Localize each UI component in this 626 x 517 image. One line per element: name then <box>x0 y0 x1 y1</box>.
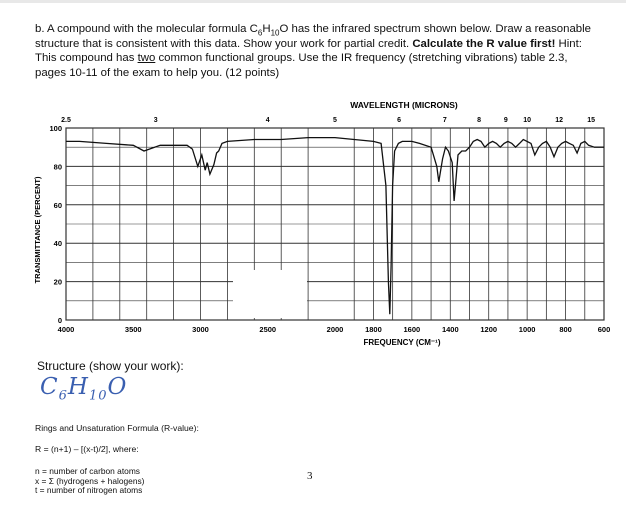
question-text-3: O has the infrared spectrum shown below. Draw a reasonable structure that is consistent with this data. Show your work for partial credit. <box>35 23 591 50</box>
y-tick-label: 100 <box>49 124 62 133</box>
x-tick-label: 1400 <box>441 325 459 334</box>
top-tick-label: 7 <box>442 117 447 124</box>
top-tick-label: 4 <box>265 117 270 124</box>
x-tick-label: 4000 <box>57 325 75 334</box>
chart-ticks <box>49 117 610 334</box>
t-definition: t = number of nitrogen atoms <box>35 485 143 495</box>
hydrogen-count: 10 <box>270 28 280 38</box>
y-tick-label: 40 <box>53 239 62 249</box>
y-tick-label: 80 <box>53 162 62 172</box>
x-tick-label: 1800 <box>365 325 382 334</box>
rings-title: Rings and Unsaturation Formula (R-value): <box>35 423 199 433</box>
blank-patch <box>233 270 307 318</box>
top-tick-label: 9 <box>503 117 508 124</box>
handwritten-formula <box>40 374 127 404</box>
rings-formula-block <box>35 423 199 465</box>
top-tick-label: 15 <box>587 117 596 124</box>
question-text-5: common functional groups. Use the IR frequency (stretching vibrations) table 2.3, pages 10-11 of the exam to help you. (12 points) <box>35 52 568 79</box>
variable-definitions <box>35 467 144 496</box>
question-text-2: H <box>262 23 271 35</box>
top-tick-label: 3 <box>153 117 158 124</box>
chart-title: WAVELENGTH (MICRONS) <box>350 100 458 110</box>
x-tick-label: 1200 <box>480 325 498 334</box>
rings-formula: R = (n+1) – [(x-t)/2], where: <box>35 444 139 454</box>
chart-grid <box>66 128 604 320</box>
x-definition: x = Σ (hydrogens + halogens) <box>35 475 145 486</box>
x-tick-label: 800 <box>559 325 572 334</box>
x-tick-label: 600 <box>597 325 611 334</box>
question-text-1: A compound with the molecular formula C <box>47 23 258 35</box>
top-tick-label: 2.5 <box>61 117 71 124</box>
x-tick-label: 3500 <box>124 325 142 334</box>
hw-h-count: 10 <box>88 388 108 404</box>
hw-c: C <box>40 374 59 400</box>
hw-o: O <box>107 374 128 400</box>
underlined-word: two <box>137 52 156 65</box>
y-tick-label: 20 <box>53 277 62 287</box>
x-tick-label: 1600 <box>403 325 421 334</box>
bold-instruction: Calculate the R value first! <box>412 37 556 50</box>
n-definition: n = number of carbon atoms <box>35 466 140 476</box>
y-tick-label: 0 <box>57 316 62 325</box>
x-axis-label: FREQUENCY (CM⁻¹) <box>363 338 441 347</box>
page-number: 3 <box>307 470 313 482</box>
x-tick-label: 3000 <box>192 325 209 334</box>
top-tick-label: 5 <box>333 117 337 124</box>
x-tick-label: 2000 <box>326 325 344 334</box>
y-tick-label: 60 <box>53 200 62 210</box>
hw-c-count: 6 <box>58 388 68 404</box>
x-tick-label: 1000 <box>518 325 536 334</box>
top-tick-label: 6 <box>397 117 402 124</box>
top-tick-label: 12 <box>555 117 564 124</box>
top-tick-label: 10 <box>523 117 532 124</box>
x-tick-label: 2500 <box>259 325 277 334</box>
top-tick-label: 8 <box>477 117 482 124</box>
structure-label: Structure (show your work): <box>37 359 184 373</box>
carbon-count: 6 <box>257 28 263 38</box>
hw-h: H <box>67 374 89 400</box>
part-label: b. <box>35 23 45 35</box>
question-text-4: Hint: This compound has <box>35 37 582 65</box>
y-axis-label: TRANSMITTANCE (PERCENT) <box>33 176 42 284</box>
